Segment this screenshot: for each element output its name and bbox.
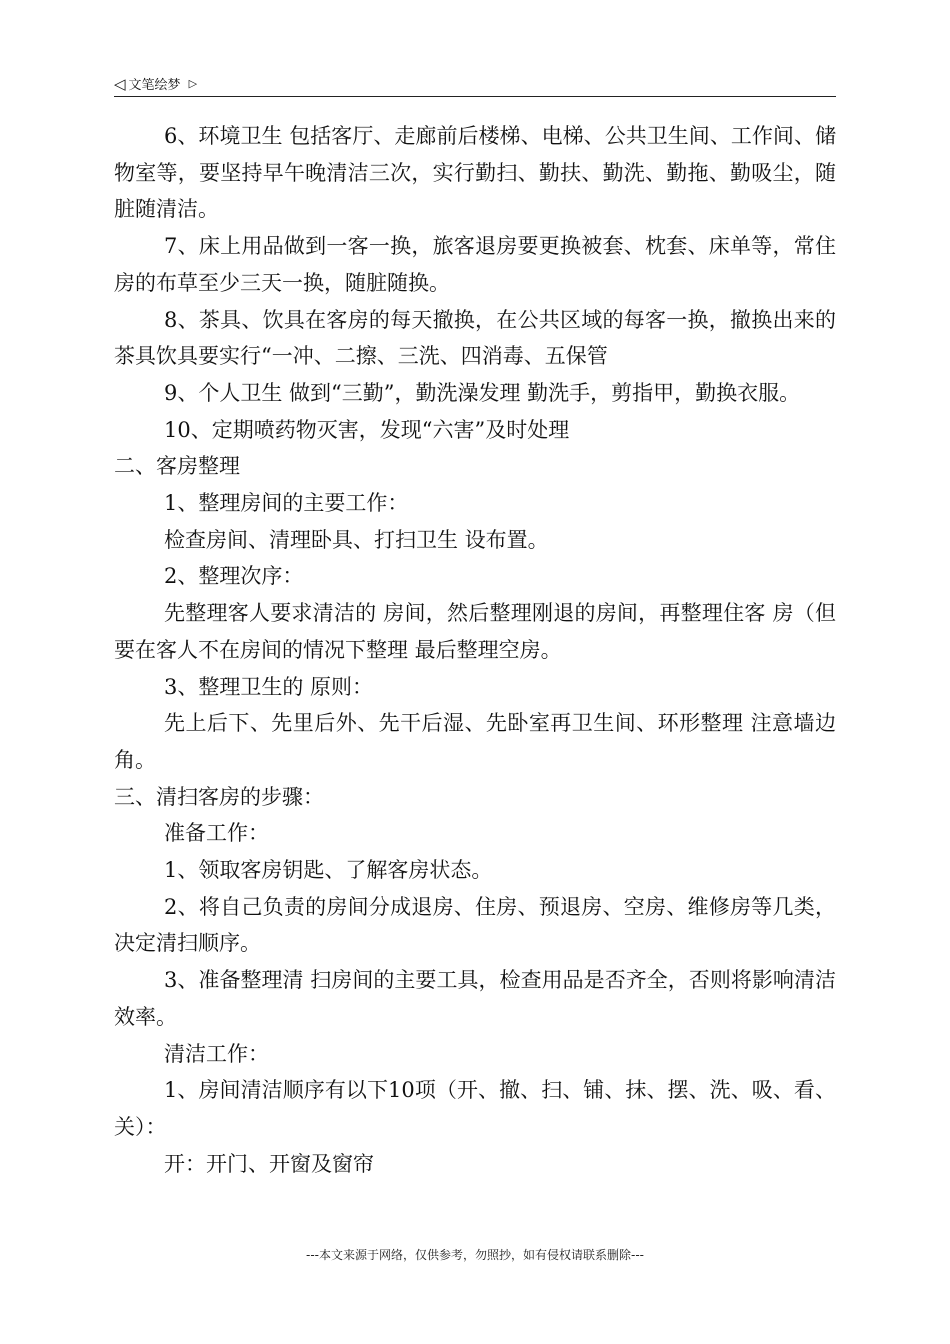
paragraph-personal-hygiene: 9、个人卫生 做到“三勤”，勤洗澡发理 勤洗手，剪指甲，勤换衣服。 [164,380,801,405]
paragraph-prep-1: 1、领取客房钥匙、了解客房状态。 [164,858,493,883]
paragraph-main-tasks-heading: 1、整理房间的主要工作： [164,491,409,516]
paragraph-order-heading: 2、整理次序： [164,564,304,589]
paragraph-prep-3: 3、准备整理清 扫房间的主要工具，检查用品是否齐全，否则将影响清洁效率。 [114,968,836,1029]
paragraph-prep-2: 2、将自己负责的房间分成退房、住房、预退房、空房、维修房等几类，决定清扫顺序。 [114,894,836,956]
left-triangle-icon: ◁ [114,75,126,93]
section-heading-room-tidying: 二、客房整理 [114,454,240,479]
paragraph-main-tasks: 检查房间、清理卧具、打扫卫生 设布置。 [164,527,549,552]
paragraph-principle: 先上后下、先里后外、先干后湿、先卧室再卫生间、环形整理 注意墙边角。 [114,711,836,772]
page-footer-note: ---本文来源于网络，仅供参考，勿照抄，如有侵权请联系删除--- [306,1248,644,1262]
paragraph-cleaning-heading: 清洁工作： [164,1041,269,1066]
right-triangle-icon: ▷ [188,77,198,90]
document-body [114,118,836,1182]
paragraph-cleaning-1: 1、房间清洁顺序有以下10项（开、撤、扫、铺、抹、摆、洗、吸、看、关）： [114,1078,836,1139]
paragraph-bedding: 7、床上用品做到一客一换，旅客退房要更换被套、枕套、床单等，常住房的布草至少三天一换，随脏随换。 [114,234,836,295]
paragraph-principle-heading: 3、整理卫生的 原则： [164,674,374,699]
paragraph-prep-heading: 准备工作： [164,821,269,846]
paragraph-cleaning-open: 开：开门、开窗及窗帘 [164,1151,374,1176]
paragraph-tea-sets: 8、茶具、饮具在客房的每天撤换，在公共区域的每客一换，撤换出来的茶具饮具要实行“一冲、二擦、三洗、四消毒、五保管 [114,307,836,369]
page-header [114,74,836,97]
paragraph-env-hygiene: 6、环境卫生 包括客厅、走廊前后楼梯、电梯、公共卫生间、工作间、储物室等，要坚持早午晚清洁三次，实行勤扫、勤扶、勤洗、勤拖、勤吸尘，随脏随清洁。 [114,124,836,222]
section-heading-cleaning-steps: 三、清扫客房的步骤： [114,784,324,809]
paragraph-order: 先整理客人要求清洁的 房间，然后整理刚退的房间，再整理住客 房（但要在客人不在房间的情况下整理 最后整理空房。 [114,601,836,662]
paragraph-pest-control: 10、定期喷药物灭害，发现“六害”及时处理 [164,417,570,442]
header-title: 文笔绘梦 [128,78,181,93]
